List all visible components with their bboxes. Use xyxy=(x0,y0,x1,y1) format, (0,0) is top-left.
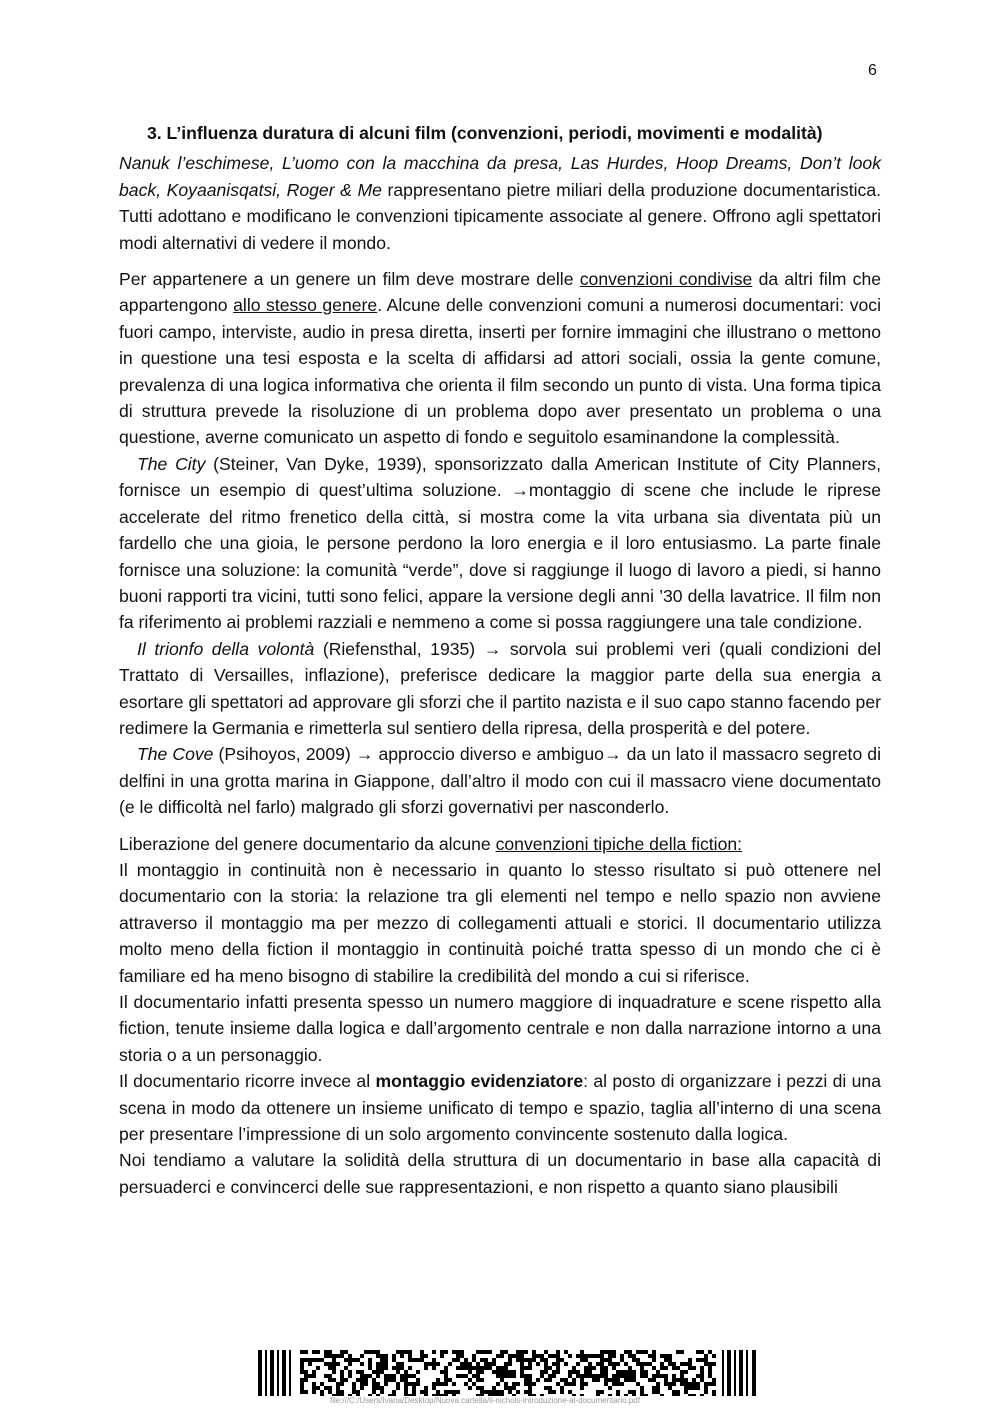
paragraph-shots-scenes: Il documentario infatti presenta spesso un numero maggiore di inquadrature e scene rispetto alla fiction, tenute insieme dalla logica e dall’argomento centrale e non dalla narrazione intorno a una storia o a un personaggio. xyxy=(119,992,881,1065)
paragraph-liberation: Liberazione del genere documentario da alcune convenzioni tipiche della fiction: xyxy=(119,833,743,854)
paragraph-persuasion: Noi tendiamo a valutare la solidità della struttura di un documentario in base alla capacità di persuaderci e convincerci delle sue rappresentazioni, e non rispetto a quanto siano plausibili xyxy=(119,1150,881,1197)
underlined-term: allo stesso genere xyxy=(233,295,378,316)
film-titles: Nanuk l’eschimese, L’uomo con la macchina da presa, Las Hurdes, Hoop Dreams, Don’t look back, Koyaanisqatsi, Roger & Me xyxy=(119,153,881,200)
paragraph-continuity-editing: Il montaggio in continuità non è necessario in quanto lo stesso risultato si può ottenere nel documentario con la storia: la relazione tra gli elementi nel tempo e nello spazio non avviene attraverso il montaggio ma per mezzo di collegamenti attuali e storici. Il documentario utilizza molto meno della fiction il montaggio in continuità poiché tratta spesso di un mondo che ci è familiare ed ha meno bisogno di stabilire la credibilità del mondo a cui si riferisce. xyxy=(119,859,881,986)
film-title: The Cove xyxy=(137,744,214,765)
barcode-graphic xyxy=(258,1350,758,1396)
paragraph-the-city: The City (Steiner, Van Dyke, 1939), sponsorizzato dalla American Institute of City Planners, fornisce un esempio di quest’ultima soluzione. →montaggio di scene che include le riprese accelerate del ritmo frenetico della città, si mostra come la vita urbana sia diventata più un fardello che una gioia, le persone perdono la loro energia e il loro entusiasmo. La parte finale fornisce una soluzione: la comunità “verde”, dove si raggiunge il luogo di lavoro a piedi, si hanno buoni rapporti tra vicini, tutti sono felici, appare la versione degli anni ’30 della lavatrice. Il film non fa riferimento ai problemi razziali e nemmeno a come si possa raggiungere una tale condizione. xyxy=(119,453,881,633)
underlined-term: convenzioni tipiche della fiction: xyxy=(495,833,743,854)
section-heading: 3. L’influenza duratura di alcuni film (convenzioni, periodi, movimenti e modalità) xyxy=(147,123,823,143)
document-body xyxy=(119,120,881,1200)
film-title: The City xyxy=(137,453,206,474)
paragraph-genre-conventions: Per appartenere a un genere un film deve mostrare delle convenzioni condivise da altri film che appartengono allo stesso genere. Alcune delle convenzioni comuni a numerosi documentari: voci fuori campo, interviste, audio in presa diretta, inserti per fornire immagini che illustrano o mettono in questione una tesi esposta e la scelta di affidarsi ad attori sociali, ossia la gente comune, prevalenza di una logica informativa che orienta il film secondo un punto di vista. Una forma tipica di struttura prevede la risoluzione di un problema dopo aver presentato un problema o una questione, averne comunicato un aspetto di fondo e seguitolo esaminandone la complessità. xyxy=(119,269,882,448)
paragraph-milestones: Nanuk l’eschimese, L’uomo con la macchina da presa, Las Hurdes, Hoop Dreams, Don’t look back, Koyaanisqatsi, Roger & Me rappresentano pietre miliari della produzione documentaristica. Tutti adottano e modificano le convenzioni tipicamente associate al genere. Offrono agli spettatori modi alternativi di vedere il mondo. xyxy=(119,153,881,253)
page-number: 6 xyxy=(868,62,877,79)
paragraph-trionfo-volonta: Il trionfo della volontà (Riefensthal, 1935) → sorvola sui problemi veri (quali condizioni del Trattato di Versailles, inflazione), preferisce dedicare la maggior parte della sua energia a esortare gli spettatori ad approvare gli sforzi che il partito nazista e il suo capo stanno facendo per redimere la Germania e rimetterla sul sentiero della ripresa, della prosperità e del potere. xyxy=(119,638,881,738)
paragraph-the-cove: The Cove (Psihoyos, 2009) → approccio diverso e ambiguo→ da un lato il massacro segreto di delfini in una grotta marina in Giappone, dall’altro il modo con cui il massacro viene documentato (e le difficoltà nel farlo) malgrado gli sforzi governativi per nasconderlo. xyxy=(119,744,881,818)
paragraph-evidentiary-editing: Il documentario ricorre invece al montaggio evidenziatore: al posto di organizzare i pezzi di una scena in modo da ottenere un insieme unificato di tempo e spazio, taglia all’interno di una scena per presentare l’impressione di un solo argomento convincente sostenuto dalla logica. xyxy=(119,1071,881,1145)
barcode-caption: file:///C:/Users/Ivana/Desktop/Nuova cartella/il-nichols-introduzione-al-documentario.pdf xyxy=(330,1396,640,1405)
underlined-term: convenzioni condivise xyxy=(579,269,753,290)
film-title: Il trionfo della volontà xyxy=(137,638,315,659)
bold-term: montaggio evidenziatore xyxy=(375,1071,584,1092)
